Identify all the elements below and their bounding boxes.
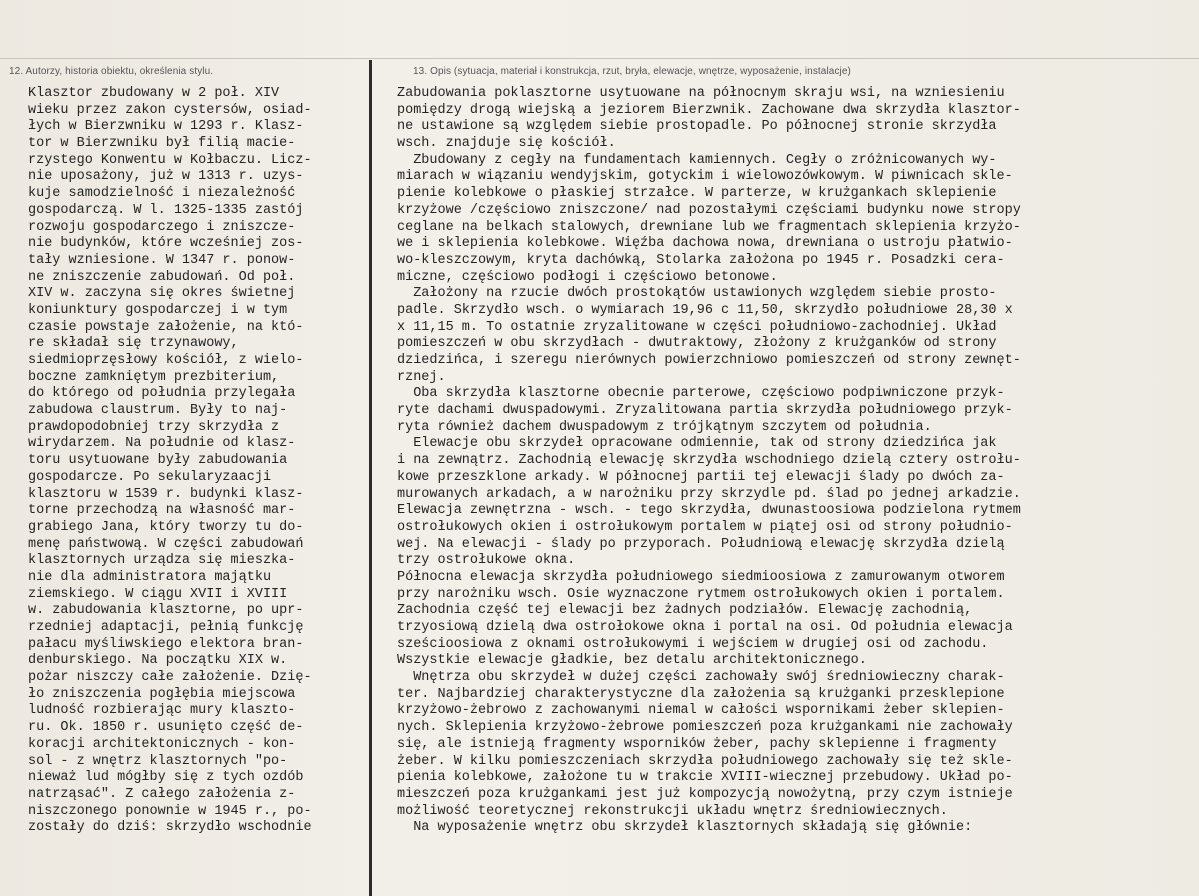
text-line: Klasztor zbudowany w 2 poł. XIV [28,86,280,101]
text-line: Zbudowany z cegły na fundamentach kamiennych. Cegły o zróżnicowanych wy- [397,152,997,168]
text-line: padle. Skrzydło wsch. o wymiarach 19,96 c 11,50, skrzydło południowe 28,30 x [397,302,1013,318]
text-line: x 11,15 m. To ostatnie zryzalitowane w części południowo-zachodniej. Układ [397,319,997,335]
text-line: nie uposażony, już w 1313 r. uzys- [28,169,304,185]
text-line: torne przechodzą na własność mar- [28,503,296,519]
text-line: trzyosiową dzielą dwa ostrołokowe okna i portal na osi. Od południa elewacja [397,620,1013,635]
text-line: pomieszczeń w obu skrzydłach - dwutraktowy, złożony z krużganków od strony [397,336,997,352]
text-line: Elewacja zewnętrzna - wsch. - tego skrzydła, dwunastoosiowa podzielona rytmem [397,503,1021,519]
text-line: ludność rozbierając mury klaszto- [28,703,296,719]
text-line: krzyżowe /częściowo zniszczone/ nad pozostałymi częściami budynku nowe stropy [397,202,1021,218]
right-column-text [397,86,1197,886]
text-line: grabiego Jana, który tworzy tu do- [28,519,304,535]
text-line: nych. Sklepienia krzyżowo-żebrowe pomieszczeń poza krużgankami nie zachowały [397,720,1013,736]
text-line: rznej. [397,369,446,385]
text-line: Wnętrza obu skrzydeł w dużej części zachowały swój średniowieczny charak- [397,670,1005,686]
text-line: miarach w wiązaniu wendyjskim, gotyckim i wielowozówkowym. W piwnicach skle- [397,169,1013,185]
text-line: pożar niszczy całe założenie. Dzię- [28,670,312,686]
text-line: Założony na rzucie dwóch prostokątów ustawionych względem siebie prosto- [397,286,997,302]
text-line: ter. Najbardziej charakterystyczne dla założenia są krużganki przesklepione [397,686,1005,702]
text-line: mieszczeń poza krużgankami jest już kompozycją nowożytną, przy czym istnieje [397,786,1013,802]
text-line: rzedniej adaptacji, pełnią funkcję [28,620,304,635]
text-line: pałacu myśliwskiego elektora bran- [28,636,304,652]
text-line: Zabudowania poklasztorne usytuowane na północnym skraju wsi, na wzniesieniu [397,86,1005,101]
text-line: boczne zamkniętym prezbiterium, [28,369,280,385]
text-line: ne zniszczenie zabudowań. Od poł. [28,269,296,285]
text-line: natrząsać". Z całego założenia z- [28,786,296,802]
text-line: XIV w. zaczyna się okres świetnej [28,286,296,302]
text-line: Elewacje obu skrzydeł opracowane odmiennie, tak od strony dziedzińca jak [397,436,997,452]
text-line: siedmioprzęsłowy kościół, z wielo- [28,353,304,368]
text-line: Wszystkie elewacje gładkie, bez detalu architektonicznego. [397,653,867,669]
text-line: prawdopodobniej trzy skrzydła z [28,419,280,435]
text-line: i na zewnątrz. Zachodnią elewację skrzydła wschodniego dzielą cztery ostrołu- [397,453,1021,469]
text-line: Zachodnia część tej elewacji bez żadnych podziałów. Elewację zachodnią, [397,603,973,619]
text-line: sol - z wnętrz klasztornych "po- [28,753,288,769]
text-line: dziedzińca, i szeregu nierównych powierzchniowo pomieszczeń od strony zewnęt- [397,353,1021,368]
text-line: w. zabudowania klasztorne, po upr- [28,603,304,619]
text-line: zabudowa claustrum. Były to naj- [28,403,288,419]
text-line: sześcioosiowa z oknami ostrołukowymi i wejściem w drugiej osi od zachodu. [397,636,989,652]
text-line: pienie kolebkowe o płaskiej strzałce. W parterze, w krużgankach sklepienie [397,186,997,202]
text-line: denburskiego. Na początku XIX w. [28,653,288,669]
text-line: żeber. W kilku pomieszczeniach skrzydła południowego zachowały się też skle- [397,753,1013,769]
text-line: do którego od południa przylegała [28,386,296,402]
left-column-text [28,86,368,886]
text-line: ło zniszczenia pogłębia miejscowa [28,686,296,702]
text-line: niszczonego ponownie w 1945 r., po- [28,803,312,819]
text-line: kuje samodzielność i niezależność [28,186,296,202]
text-line: Na wyposażenie wnętrz obu skrzydeł klasztornych składają się głównie: [397,820,973,836]
text-line: ziemskiego. W ciągu XVII i XVIII [28,586,288,602]
header-left: 12. Autorzy, historia obiektu, określenia stylu. [9,66,214,77]
text-line: pomiędzy drogą wiejską a jeziorem Bierzwnik. Zachowane dwa skrzydła klasztor- [397,102,1021,118]
top-rule [0,58,1199,59]
text-line: Północna elewacja skrzydła południowego siedmioosiowa z zamurowanym otworem [397,569,1005,585]
text-line: trzy ostrołukowe okna. [397,553,576,569]
text-line: re składał się trzynawowy, [28,336,239,352]
text-line: Oba skrzydła klasztorne obecnie parterowe, częściowo podpiwniczone przyk- [397,386,1005,402]
text-line: tor w Bierzwniku był filią macie- [28,136,296,152]
text-line: gospodarcze. Po sekularyzaacji [28,469,272,485]
text-line: rozwoju gospodarczego i zniszcze- [28,219,296,235]
text-line: wirydarzem. Na południe od klasz- [28,436,296,452]
text-line: we i sklepienia kolebkowe. Więźba dachowa nowa, drewniana o ustroju płatwio- [397,236,1013,252]
text-line: się, ale istnieją fragmenty wsporników żeber, pachy sklepienne i fragmenty [397,736,997,752]
text-line: tały wzniesione. W 1347 r. ponow- [28,252,296,268]
text-line: ne ustawione są względem siebie prostopadle. Po północnej stronie skrzydła [397,119,997,135]
text-line: nie dla administratora majątku [28,569,272,585]
text-line: krzyżowo-żebrowo z zachowanymi niemal w całości wspornikami żeber sklepien- [397,703,1005,719]
text-line: wej. Na elewacji - ślady po przyporach. Południową elewację skrzydła dzielą [397,536,1005,552]
text-line: zostały do dziś: skrzydło wschodnie [28,820,312,836]
text-line: koniunktury gospodarczej i w tym [28,302,288,318]
text-line: murowanych arkadach, a w narożniku przy skrzydle pd. ślad po jednej arkadzie. [397,486,1021,502]
text-line: klasztoru w 1539 r. budynki klasz- [28,486,304,502]
header-right: 13. Opis (sytuacja, materiał i konstrukcja, rzut, bryła, elewacje, wnętrze, wyposażenie, instalacje) [413,66,851,77]
text-line: wieku przez zakon cystersów, osiad- [28,102,312,118]
text-line: łych w Bierzwniku w 1293 r. Klasz- [28,119,304,135]
text-line: możliwość teoretycznej rekonstrukcji układu wnętrz średniowiecznych. [397,803,948,819]
text-line: nieważ lud mógłby się z tych ozdób [28,770,304,786]
text-line: miczne, częściowo podłogi i częściowo betonowe. [397,269,778,285]
text-line: przy narożniku wsch. Osie wyznaczone rytmem ostrołukowych okien i portalem. [397,586,1005,602]
text-line: nie budynków, które wcześniej zos- [28,236,304,252]
text-line: klasztornych urządza się mieszka- [28,553,296,569]
text-line: kowe przeszklone arkady. W północnej partii tej elewacji ślady po dwóch za- [397,469,1005,485]
text-line: wsch. znajduje się kościół. [397,136,616,152]
column-divider [369,60,372,896]
text-line: gospodarczą. W l. 1325-1335 zastój [28,202,304,218]
text-line: ostrołukowych okien i ostrołukowym portalem w piątej osi od strony południo- [397,519,1013,535]
text-line: ryta również dachem dwuspadowym z trójkątnym szczytem od południa. [397,419,932,435]
text-line: rzystego Konwentu w Kołbaczu. Licz- [28,152,312,168]
text-line: wo-kleszczowym, kryta dachówką, Stolarka założona po 1945 r. Posadzki cera- [397,252,1005,268]
text-line: koracji architektonicznych - kon- [28,736,296,752]
text-line: pienia kolebkowe, założone tu w trakcie XVIII-wiecznej przebudowy. Układ po- [397,770,1013,786]
text-line: toru usytuowane były zabudowania [28,453,288,469]
text-line: ceglane na belkach stalowych, drewniane lub we fragmentach sklepienia krzyżo- [397,219,1021,235]
text-line: ryte dachami dwuspadowymi. Zryzalitowana partia skrzydła południowego przyk- [397,403,1013,419]
text-line: ru. Ok. 1850 r. usunięto część de- [28,720,304,736]
text-line: menę państwową. W części zabudowań [28,536,304,552]
text-line: czasie powstaje założenie, na któ- [28,319,304,335]
